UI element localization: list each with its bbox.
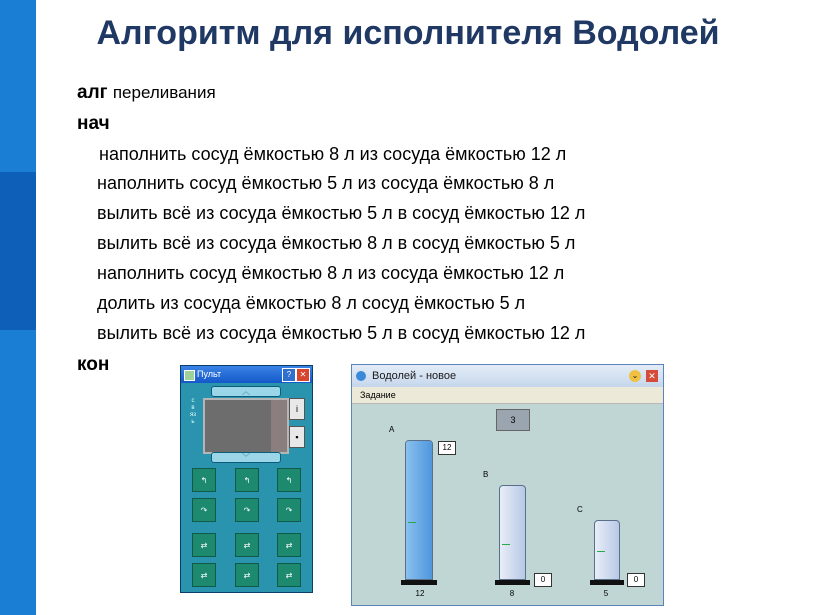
menu-item-task[interactable]: Задание	[360, 390, 396, 400]
empty-b-button[interactable]: ↷	[235, 498, 259, 522]
pour-cb-button[interactable]: ⇄	[277, 563, 301, 587]
alg-header	[77, 82, 216, 104]
fill-a-button[interactable]: ↰	[192, 468, 216, 492]
pult-titlebar	[181, 366, 312, 383]
scroll-down-button[interactable]: ﹀	[211, 452, 281, 463]
begin-keyword: нач	[77, 113, 110, 134]
vessel-amount: 12	[415, 589, 425, 598]
fill-b-button[interactable]: ↰	[235, 468, 259, 492]
command-line: наполнить сосуд ёмкостью 5 л из сосуда ёмкостью 8 л	[97, 173, 555, 193]
level-mark	[597, 551, 605, 552]
pour-ab-button[interactable]: ⇄	[192, 533, 216, 557]
step-counter: 3	[496, 409, 530, 431]
vodoley-window-icon	[356, 371, 366, 381]
vodoley-title: Водолей - новое	[372, 370, 457, 382]
vessel-label: C	[577, 505, 583, 514]
vessel-tube	[405, 440, 433, 580]
command-line: наполнить сосуд ёмкостью 8 л из сосуда ёмкостью 12 л	[99, 144, 567, 164]
alg-keyword: алг	[77, 82, 108, 103]
clear-icon[interactable]: ▪	[289, 426, 305, 448]
minimize-button[interactable]: ⌄	[629, 370, 641, 382]
vessel-tube	[594, 520, 620, 580]
pult-window-icon	[184, 370, 195, 381]
slide-title: Алгоритм для исполнителя Водолей	[96, 14, 720, 52]
scroll-up-button[interactable]: ︿	[211, 386, 281, 397]
pour-ba-button[interactable]: ⇄	[235, 563, 259, 587]
command-line: наполнить сосуд ёмкостью 8 л из сосуда ёмкостью 12 л	[97, 263, 565, 283]
vessel-b	[482, 470, 552, 585]
connection-label: связь	[190, 398, 196, 425]
vessel-capacity: 8	[509, 589, 515, 598]
command-line: вылить всё из сосуда ёмкостью 8 л в сосуд ёмкостью 5 л	[97, 233, 576, 253]
empty-a-button[interactable]: ↷	[192, 498, 216, 522]
pour-ca-button[interactable]: ⇄	[277, 533, 301, 557]
left-accent-bar	[0, 0, 36, 615]
empty-c-button[interactable]: ↷	[277, 498, 301, 522]
alg-name: переливания	[112, 83, 216, 102]
pult-screen	[203, 398, 289, 454]
vodoley-window	[351, 364, 664, 606]
vessel-c	[577, 505, 647, 585]
level-mark	[502, 544, 510, 545]
pult-title: Пульт	[197, 369, 222, 379]
command-line: вылить всё из сосуда ёмкостью 5 л в сосуд ёмкостью 12 л	[97, 323, 586, 343]
level-mark	[408, 522, 416, 523]
command-line: долить из сосуда ёмкостью 8 л сосуд ёмкостью 5 л	[97, 293, 526, 313]
vessel-b-capacity	[482, 585, 552, 599]
vessel-a-amount	[388, 585, 458, 599]
pour-ac-button[interactable]: ⇄	[192, 563, 216, 587]
pult-screen-scrollbar[interactable]	[271, 400, 287, 452]
vessel-capacity: 5	[603, 589, 609, 598]
end-keyword: кон	[77, 354, 110, 375]
vessel-capacity-tag: 12	[438, 441, 456, 455]
vessel-a	[388, 425, 458, 585]
vessel-capacity-tag: 0	[627, 573, 645, 587]
vodoley-close-button[interactable]: ✕	[646, 370, 658, 382]
pult-body	[181, 383, 312, 592]
pult-close-button[interactable]: ✕	[296, 368, 310, 382]
fill-c-button[interactable]: ↰	[277, 468, 301, 492]
vessel-label: A	[389, 425, 395, 434]
command-line: вылить всё из сосуда ёмкостью 5 л в сосуд ёмкостью 12 л	[97, 203, 586, 223]
vessel-tube	[499, 485, 526, 580]
vessel-capacity-tag: 0	[534, 573, 552, 587]
vodoley-menu-bar	[352, 387, 663, 404]
pult-help-button[interactable]: ?	[282, 368, 296, 382]
vessel-label: B	[483, 470, 489, 479]
vessel-water	[406, 441, 432, 579]
left-accent-bar-dark	[0, 172, 36, 330]
pult-window	[180, 365, 313, 593]
vodoley-titlebar	[352, 365, 663, 387]
pour-bc-button[interactable]: ⇄	[235, 533, 259, 557]
vessel-c-capacity	[577, 585, 647, 599]
info-icon[interactable]: i	[289, 398, 305, 420]
